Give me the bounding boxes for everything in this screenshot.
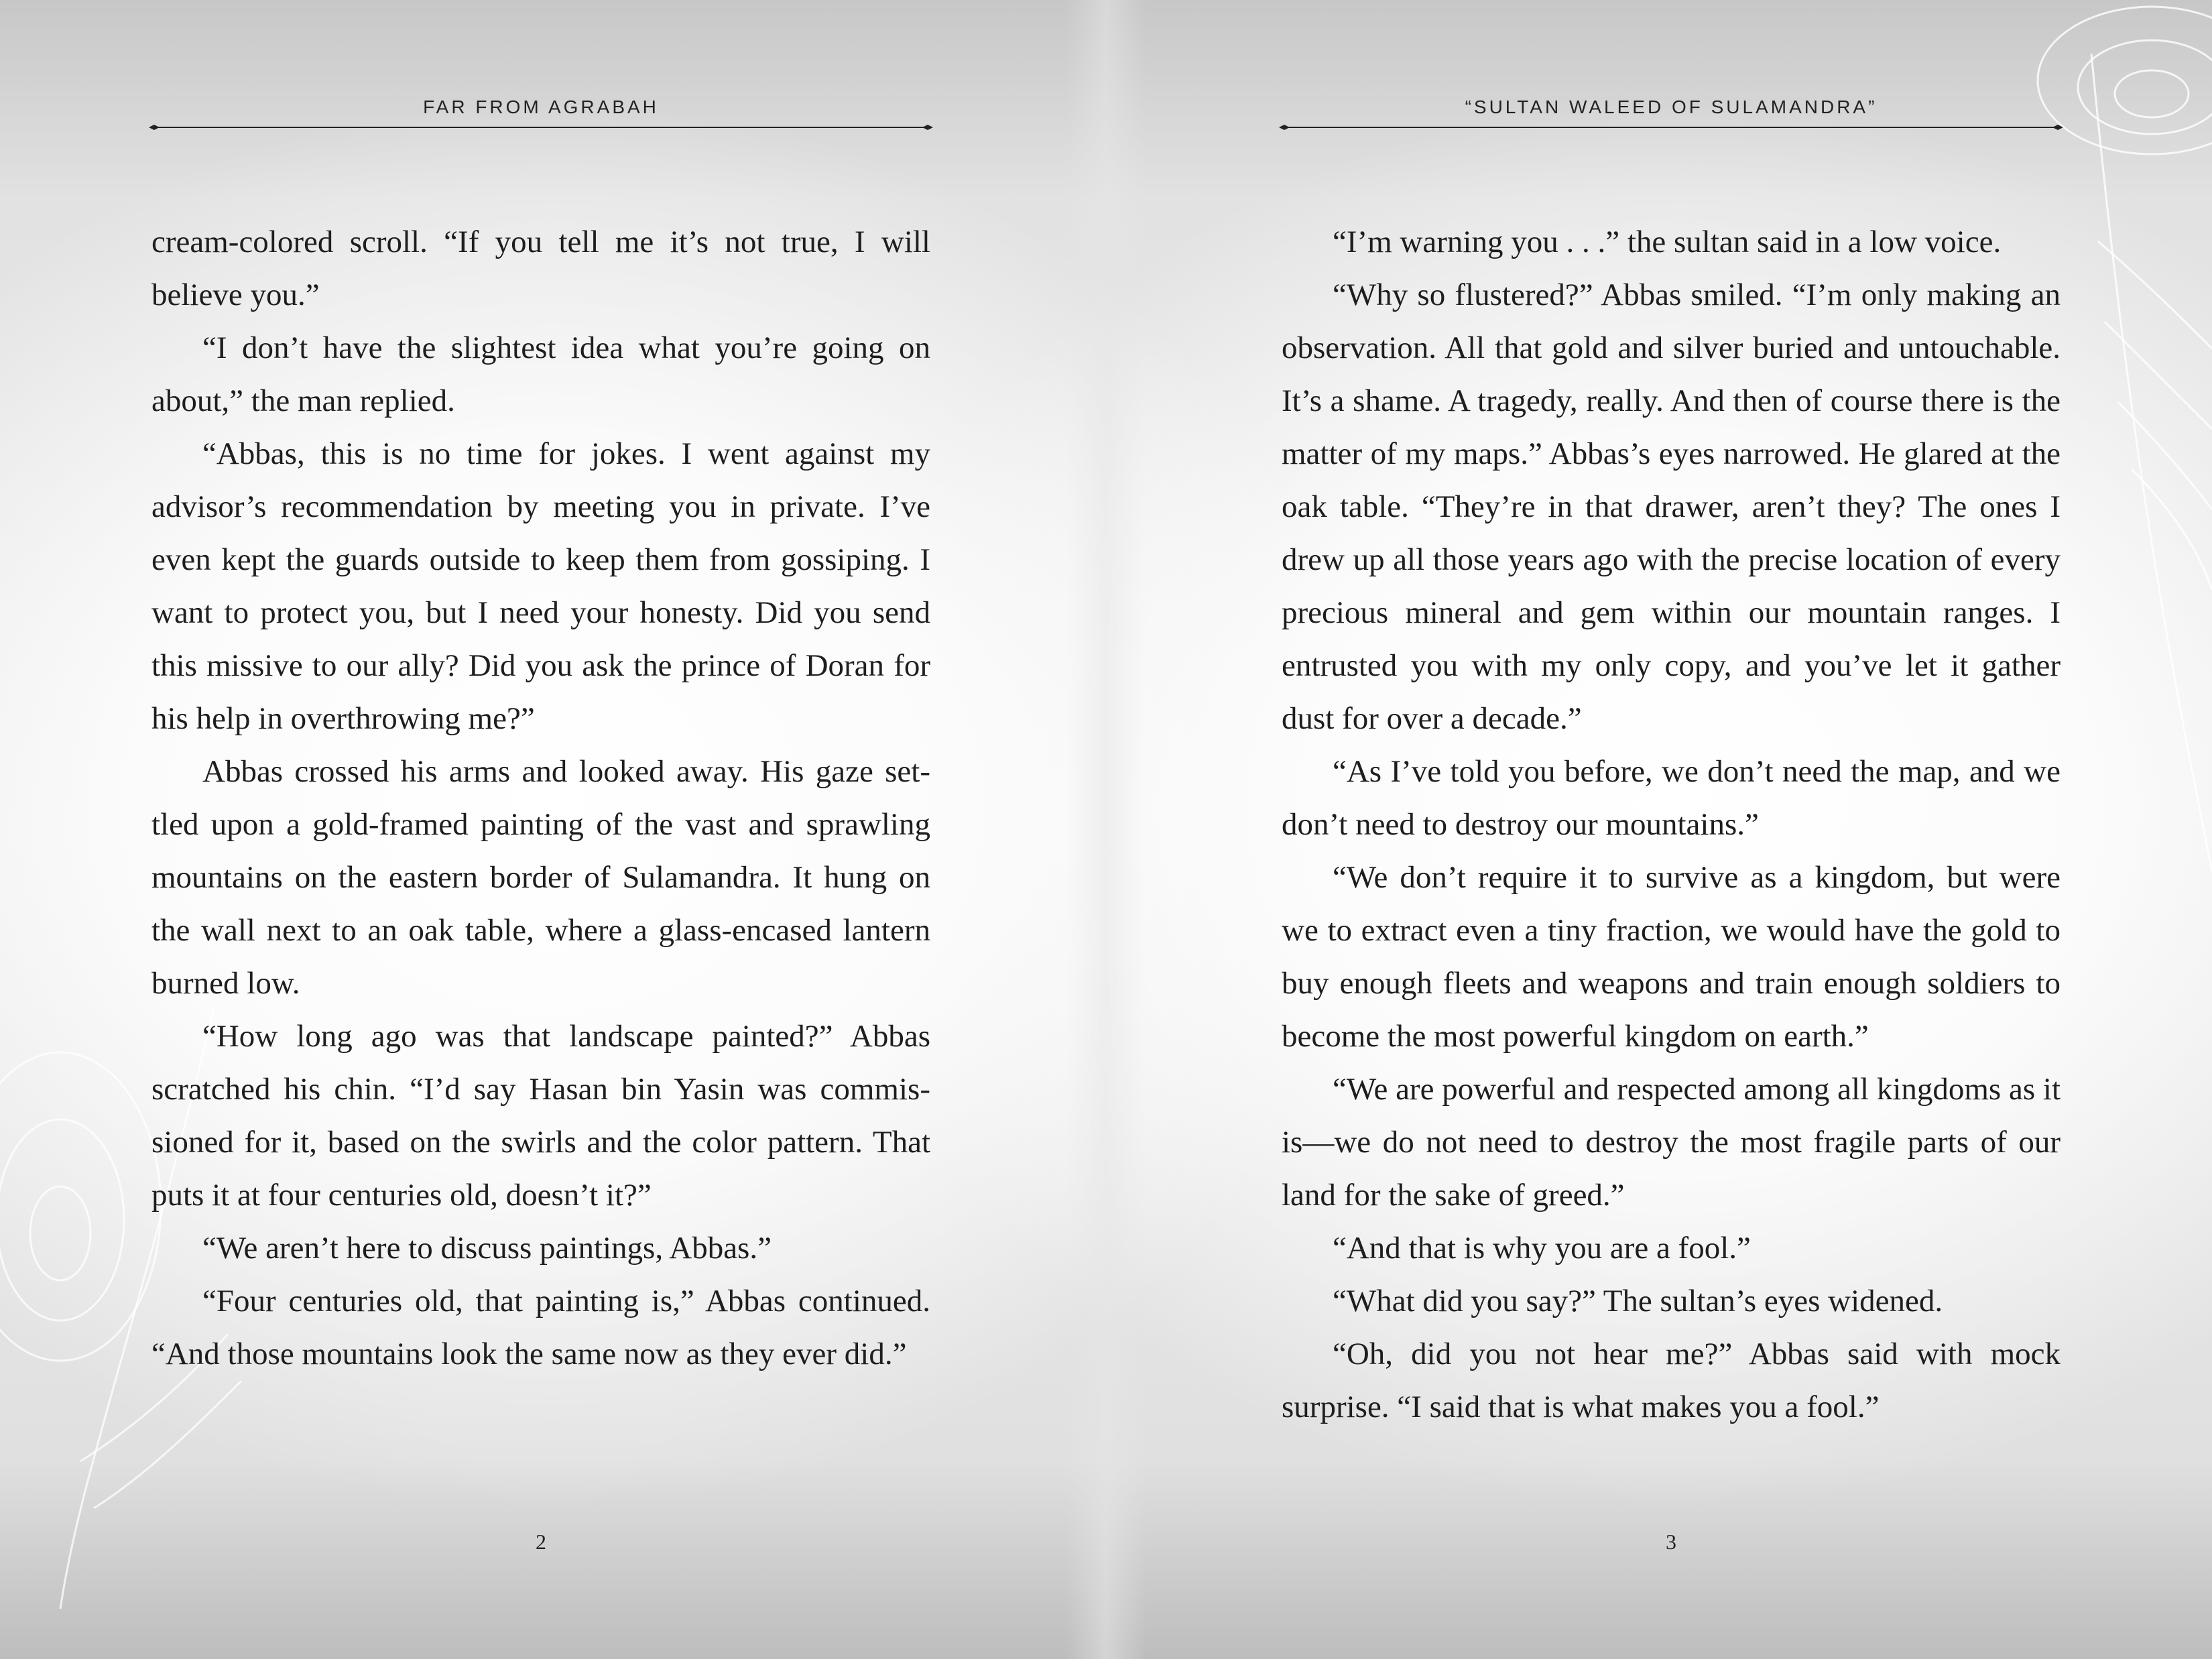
paragraph: cream-colored scroll. “If you tell me it’s not true, I will believe you.” <box>151 225 930 312</box>
paragraph: “I don’t have the slightest idea what you’re going on about,” the man replied. <box>151 330 930 418</box>
page-number-right: 3 <box>1666 1530 1676 1554</box>
paragraph: “As I’ve told you before, we don’t need the map, and we don’t need to destroy our mountains.” <box>1282 754 2061 842</box>
running-head-left: FAR FROM AGRABAH <box>423 97 659 117</box>
paragraph: “We aren’t here to discuss paintings, Abbas.” <box>202 1231 772 1266</box>
paragraph: “How long ago was that landscape painted?” Abbas scratched his chin. “I’d say Hasan bin Yasin was commissioned for it, based on the swirls and the color pattern. That puts it at four centuries old, doesn’t it?” <box>151 1019 930 1213</box>
paragraph: “And that is why you are a fool.” <box>1333 1231 1751 1266</box>
header-rule-right <box>1279 123 2063 131</box>
paragraph: “Oh, did you not hear me?” Abbas said with mock surprise. “I said that is what makes you a fool.” <box>1282 1337 2061 1424</box>
book-gutter <box>1066 0 1146 1659</box>
page-number-left: 2 <box>536 1530 546 1554</box>
paragraph: “What did you say?” The sultan’s eyes widened. <box>1333 1284 1943 1318</box>
paragraph: “I’m warning you . . .” the sultan said in a low voice. <box>1333 225 2002 259</box>
paragraph: “Four centuries old, that painting is,” Abbas continued. “And those mountains look the same now as they ever did.” <box>151 1284 930 1371</box>
body-text-left <box>151 216 930 1381</box>
running-head-right: “SULTAN WALEED OF SULAMANDRA” <box>1465 97 1878 117</box>
paragraph: “We are powerful and respected among all kingdoms as it is—we do not need to destroy the most fragile parts of our land for the sake of greed.” <box>1282 1072 2061 1213</box>
body-text-right <box>1282 216 2061 1434</box>
paragraph: “We don’t require it to survive as a kingdom, but were we to extract even a tiny fraction, we would have the gold to buy enough fleets and weapons and train enough soldiers to become the most powerful kingdom on earth.” <box>1282 860 2061 1054</box>
paragraph: “Abbas, this is no time for jokes. I went against my advisor’s recommendation by meeting you in private. I’ve even kept the guards outside to keep them from gossiping. I want to protect you, but I need your honesty. Did you send this missive to our ally? Did you ask the prince of Doran for his help in overthrowing me?” <box>151 436 930 736</box>
header-rule-left <box>149 123 933 131</box>
right-page <box>1282 0 2061 1659</box>
left-page <box>151 0 930 1659</box>
paragraph: “Why so flustered?” Abbas smiled. “I’m only making an observation. All that gold and silver buried and untouchable. It’s a shame. A tragedy, really. And then of course there is the matter of my maps.” Abbas’s eyes narrowed. He glared at the oak table. “They’re in that drawer, aren’t they? The ones I drew up all those years ago with the precise location of every precious mineral and gem within our mountain ranges. I entrusted you with my only copy, and you’ve let it gather dust for over a decade.” <box>1282 278 2061 736</box>
paragraph: Abbas crossed his arms and looked away. His gaze settled upon a gold-framed painting of the vast and sprawling mountains on the eastern border of Sulamandra. It hung on the wall next to an oak table, where a glass-encased lantern burned low. <box>151 754 930 1001</box>
